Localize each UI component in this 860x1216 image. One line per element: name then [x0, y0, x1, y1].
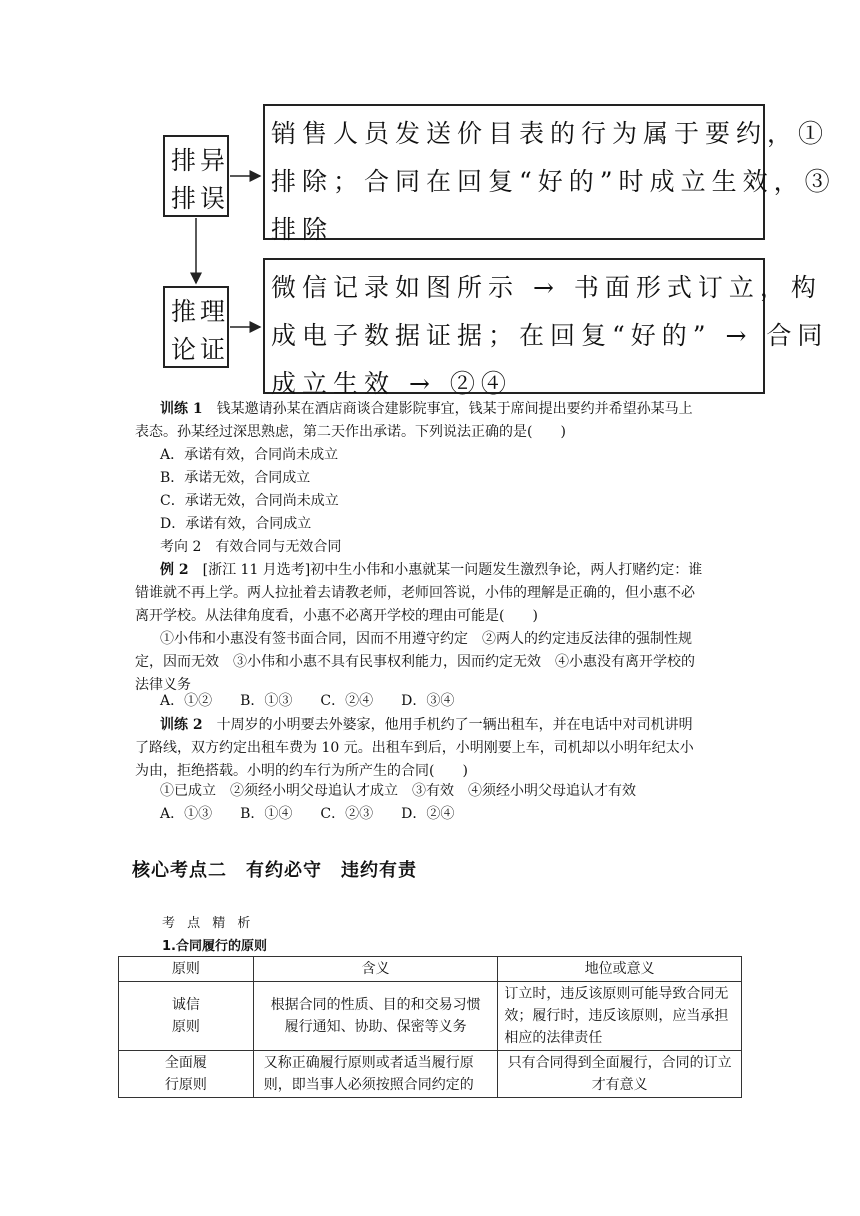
training2-line3: 为由，拒绝搭载。小明的约车行为所产生的合同( ) [135, 763, 468, 779]
label-line: 论证 [171, 335, 230, 364]
header-meaning: 含义 [253, 957, 498, 982]
content-line: 微信记录如图所示 → 书面形式订立，构 [271, 273, 822, 302]
table-row [119, 1051, 742, 1098]
row-meaning: 根据合同的性质、目的和交易习惯履行通知、协助、保密等义务 [253, 982, 498, 1051]
example2-statement3: 法律义务 [135, 677, 191, 693]
header-significance: 地位或意义 [498, 957, 742, 982]
training1-line1 [160, 398, 693, 420]
training1-option-b: B．承诺无效，合同成立 [160, 470, 311, 486]
content-line: 排除；合同在回复“好的”时成立生效，③ [271, 167, 836, 196]
example2-statement2: 定，因而无效 ③小伟和小惠不具有民事权利能力，因而约定无效 ④小惠没有离开学校的 [135, 654, 695, 670]
content-line: 排除 [271, 215, 334, 244]
training1-lead: 训练 1 [160, 401, 203, 417]
example2-options: A．①② B．①③ C．②④ D．③④ [160, 693, 455, 709]
row-significance: 只有合同得到全面履行，合同的订立才有意义 [498, 1051, 742, 1098]
row-meaning: 又称正确履行原则或者适当履行原则，即当事人必须按照合同约定的 [253, 1051, 498, 1098]
training2-lead: 训练 2 [160, 717, 203, 733]
principles-table [118, 956, 742, 1098]
content-line: 成电子数据证据；在回复“好的” → 合同 [271, 321, 829, 350]
analysis-label: 考 点 精 析 [162, 916, 255, 931]
content-line: 成立生效 → ②④ [271, 369, 512, 398]
example2-line1 [160, 559, 702, 581]
kaoxiang-2: 考向 2 有效合同与无效合同 [160, 539, 342, 555]
example2-lead: 例 2 [160, 562, 189, 578]
row-significance: 订立时，违反该原则可能导致合同无效；履行时，违反该原则，应当承担相应的法律责任 [498, 982, 742, 1051]
section-title: 核心考点二 有约必守 违约有责 [132, 860, 417, 881]
row-principle: 诚信 原则 [119, 982, 254, 1051]
example2-line3: 离开学校。从法律角度看，小惠不必离开学校的理由可能是( ) [135, 608, 538, 624]
label-line: 排异 [171, 146, 230, 175]
row-principle: 全面履 行原则 [119, 1051, 254, 1098]
training1-option-d: D．承诺有效，合同成立 [160, 516, 312, 532]
training2-options: A．①③ B．①④ C．②③ D．②④ [160, 806, 455, 822]
table-row [119, 982, 742, 1051]
training2-statements: ①已成立 ②须经小明父母追认才成立 ③有效 ④须经小明父母追认才有效 [160, 783, 636, 799]
label-line: 推理 [171, 297, 230, 326]
example2-statement1: ①小伟和小惠没有签书面合同，因而不用遵守约定 ②两人的约定违反法律的强制性规 [160, 631, 692, 647]
training1-option-c: C．承诺无效，合同尚未成立 [160, 493, 339, 509]
label-line: 排误 [171, 184, 230, 213]
content-line: 销售人员发送价目表的行为属于要约，① [271, 119, 830, 148]
header-principle: 原则 [119, 957, 254, 982]
training2-text: 十周岁的小明要去外婆家，他用手机约了一辆出租车，并在电话中对司机讲明 [216, 717, 693, 733]
example2-line2: 错谁就不再上学。两人拉扯着去请教老师，老师回答说，小伟的理解是正确的，但小惠不必 [135, 585, 695, 601]
diagram-arrows [0, 0, 860, 420]
table-title: 1.合同履行的原则 [162, 939, 267, 954]
table-header-row [119, 957, 742, 982]
example2-text: [浙江 11 月选考]初中生小伟和小惠就某一问题发生激烈争论，两人打赌约定：谁 [202, 562, 703, 578]
training1-line2: 表态。孙某经过深思熟虑，第二天作出承诺。下列说法正确的是( ) [135, 424, 566, 440]
training2-line1 [160, 714, 693, 736]
training1-text: 钱某邀请孙某在酒店商谈合建影院事宜，钱某于席间提出要约并希望孙某马上 [216, 401, 693, 417]
training1-option-a: A．承诺有效，合同尚未成立 [160, 447, 339, 463]
training2-line2: 了路线，双方约定出租车费为 10 元。出租车到后，小明刚要上车，司机却以小明年纪太小 [135, 740, 694, 756]
